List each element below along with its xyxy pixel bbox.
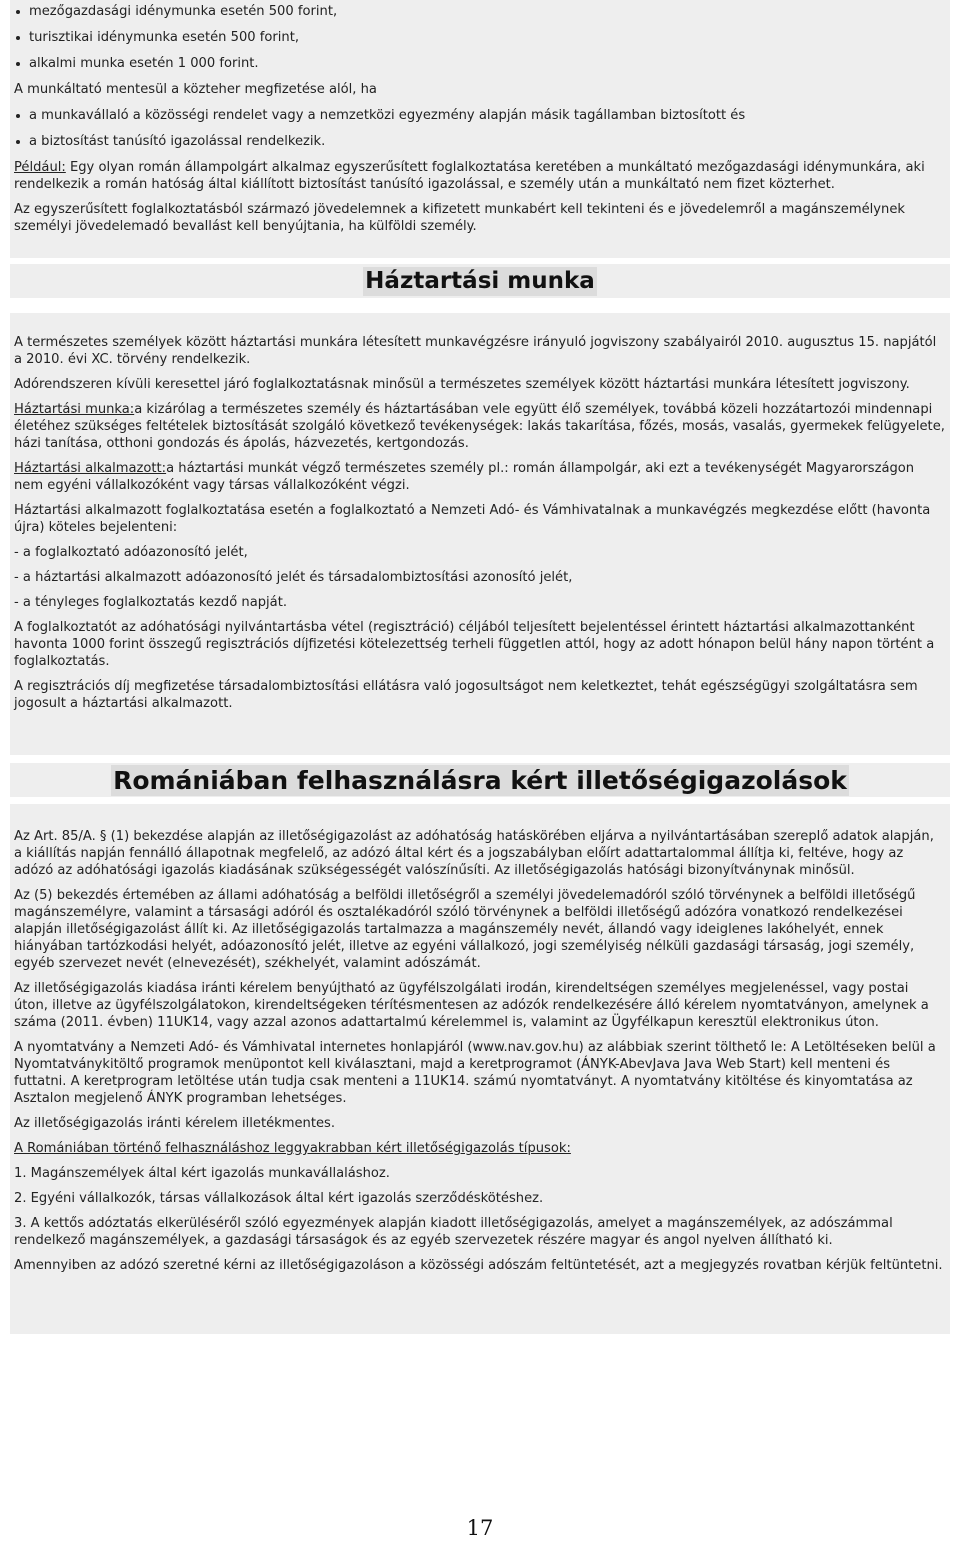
definition-label: Háztartási munka: <box>14 402 135 417</box>
definition-text: a háztartási munkát végző természetes személy pl.: román állampolgár, aki ezt a tevékenységét Magyarországon nem egyéni vállalkozóként vagy társas vállalkozóként végzi. <box>14 461 915 493</box>
list-item: a biztosítást tanúsító igazolással rendelkezik. <box>14 133 946 150</box>
example-text: Egy olyan román állampolgárt alkalmaz egyszerűsített foglalkoztatása keretében a munkáltató mezőgazdasági idénymunkára, aki rendelkezik a román hatóság által kiállított biztosítást tanúsító igazolással, e személy után a munkáltató nem fizet közterhet. <box>14 160 925 192</box>
section-household-work <box>10 313 950 755</box>
section-heading-household-work: Háztartási munka <box>365 268 595 294</box>
paragraph: A természetes személyek között háztartási munkára létesített munkavégzésre irányuló jogviszony szabályairól 2010. augusztus 15. napjától a 2010. évi XC. törvény rendelkezik. <box>14 335 937 367</box>
paragraph: A regisztrációs díj megfizetése társadalombiztosítási ellátásra való jogosultságot nem keletkeztet, tehát egészségügyi szolgáltatásra sem jogosult a háztartási alkalmazott. <box>14 679 918 711</box>
page-number: 17 <box>466 1516 494 1540</box>
definition-paragraph <box>14 460 946 494</box>
example-paragraph <box>14 159 946 193</box>
section-heading-residency-certificates: Romániában felhasználásra kért illetőségigazolások <box>113 766 847 795</box>
list-item: alkalmi munka esetén 1 000 forint. <box>14 55 946 72</box>
numbered-item: 1. Magánszemélyek által kért igazolás munkavállaláshoz. <box>14 1166 390 1181</box>
paragraph: A foglalkoztatót az adóhatósági nyilvántartásba vétel (regisztráció) céljából teljesített bejelentéssel érintett háztartási alkalmazottanként havonta 1000 forint összegű regisztrációs díjfizetési kötelezettség terheli független attól, hogy az adott hónapon belül hány napon történt a foglalkoztatás. <box>14 620 935 669</box>
exempt-intro: A munkáltató mentesül a közteher megfizetése alól, ha <box>14 82 377 97</box>
paragraph: Háztartási alkalmazott foglalkoztatása esetén a foglalkoztató a Nemzeti Adó- és Vámhivatalnak a munkavégzés megkezdése előtt (havonta újra) köteles bejelenteni: <box>14 503 931 535</box>
definition-paragraph <box>14 401 946 452</box>
heading-bar <box>10 763 950 797</box>
example-label: Például: <box>14 160 66 175</box>
income-paragraph: Az egyszerűsített foglalkoztatásból származó jövedelemnek a kifizetett munkabért kell tekinteni és e jövedelemről a magánszemélynek személyi jövedelemadó bevallást kell benyújtania, ha külföldi személy. <box>14 202 905 234</box>
numbered-item: 2. Egyéni vállalkozók, társas vállalkozások által kért igazolás szerződéskötéshez. <box>14 1191 544 1206</box>
paragraph: Adórendszeren kívüli keresettel járó foglalkoztatásnak minősül a természetes személyek között háztartási munkára létesített jogviszony. <box>14 377 910 392</box>
paragraph: Az (5) bekezdés értemében az állami adóhatóság a belföldi illetőségről a személyi jövedelemadóról szóló törvénynek a belföldi illetőségű magánszemélyre, valamint a társasági adóról és osztalékadóról szóló törvénynek a belföldi illetőségű adózóra vonatkozó rendelkezései alapján illetőségigazolást állít ki. Az illetőségigazolás tartalmazza a magánszemély nevét, állandó vagy ideiglenes lakóhelyét, ennek hiányában tartózkodási helyét, adóazonosító jelét, illetve az egyéni vállalkozó, jogi személyiség nélküli gazdasági társaság, jogi személy, egyéb szervezet nevét (elnevezését), székhelyét, valamint adószámát. <box>14 888 916 971</box>
heading-bar <box>10 264 950 298</box>
paragraph: Az illetőségigazolás kiadása iránti kérelem benyújtható az ügyfélszolgálati irodán, kirendeltségen személyes megjelenéssel, vagy postai úton, illetve az ügyfélszolgálatokon, kirendeltségeken térítésmentesen az adózók rendelkezésére álló kérelem nyomtatványon, amelynek a száma (2011. évben) 11UK14, vagy azzal azonos adattartalmú kérelemmel is, valamint az Ügyfélkapun keresztül elektronikus úton. <box>14 981 929 1030</box>
paragraph: A nyomtatvány a Nemzeti Adó- és Vámhivatal internetes honlapjáról (www.nav.gov.hu) az alábbiak szerint tölthető le: A Letöltéseken belül a Nyomtatványkitöltő programok menüpontot kell kiválasztani, majd a keretprogramot (ÁNYK-AbevJava Java Web Start) kell menteni és futtatni. A keretprogram letöltése után tudja csak menteni a 11UK14. számú nyomtatványt. A nyomtatvány kitöltése és kinyomtatása az Asztalon megjelenő ÁNYK programban lehetséges. <box>14 1040 936 1106</box>
paragraph: Az Art. 85/A. § (1) bekezdése alapján az illetőségigazolást az adóhatóság hatáskörében eljárva a nyilvántartásában szereplő adatok alapján, a kiállítás napján fennálló állapotnak megfelelő, az adózó által kért és a jogszabályban előírt adattartalommal állítja ki, feltéve, hogy az adózó az adóhatósági igazolás kiadásának szükségességét valószínűsíti. Az illetőségigazolás hatósági bizonyítványnak minősül. <box>14 829 934 878</box>
dash-item: - a háztartási alkalmazott adóazonosító jelét és társadalombiztosítási azonosító jelét, <box>14 570 573 585</box>
dash-item: - a foglalkoztató adóazonosító jelét, <box>14 545 248 560</box>
definition-text: a kizárólag a természetes személy és háztartásában vele együtt élő személyek, továbbá közeli hozzátartozói mindennapi életéhez szükséges feltételek biztosítását szolgáló következő tevékenységek: lakás takarítása, főzés, mosás, vasalás, gyermekek felügyelete, házi tanítása, otthoni gondozás és ápolás, házvezetés, kertgondozás. <box>14 402 945 451</box>
paragraph: Az illetőségigazolás iránti kérelem illetékmentes. <box>14 1116 336 1131</box>
list-item: a munkavállaló a közösségi rendelet vagy a nemzetközi egyezmény alapján másik tagállamban biztosított és <box>14 107 946 124</box>
paragraph: Amennyiben az adózó szeretné kérni az illetőségigazoláson a közösségi adószám feltüntetését, azt a megjegyzés rovatban kérjük feltüntetni. <box>14 1258 943 1273</box>
list-item: mezőgazdasági idénymunka esetén 500 forint, <box>14 3 946 20</box>
types-heading: A Romániában történő felhasználáshoz leggyakrabban kért illetőségigazolás típusok: <box>14 1141 571 1156</box>
dash-item: - a tényleges foglalkoztatás kezdő napját. <box>14 595 288 610</box>
numbered-item: 3. A kettős adóztatás elkerüléséről szóló egyezmények alapján kiadott illetőségigazolás, amelyet a magánszemélyek, az adószámmal rendelkező magánszemélyek, a gazdasági társaságok és az egyéb szervezetek részére magyar és angol nyelven állítható ki. <box>14 1216 893 1248</box>
section-simplified-employment <box>10 0 950 258</box>
list-item: turisztikai idénymunka esetén 500 forint, <box>14 29 946 46</box>
definition-label: Háztartási alkalmazott: <box>14 461 167 476</box>
section-residency-certificates <box>10 804 950 1334</box>
